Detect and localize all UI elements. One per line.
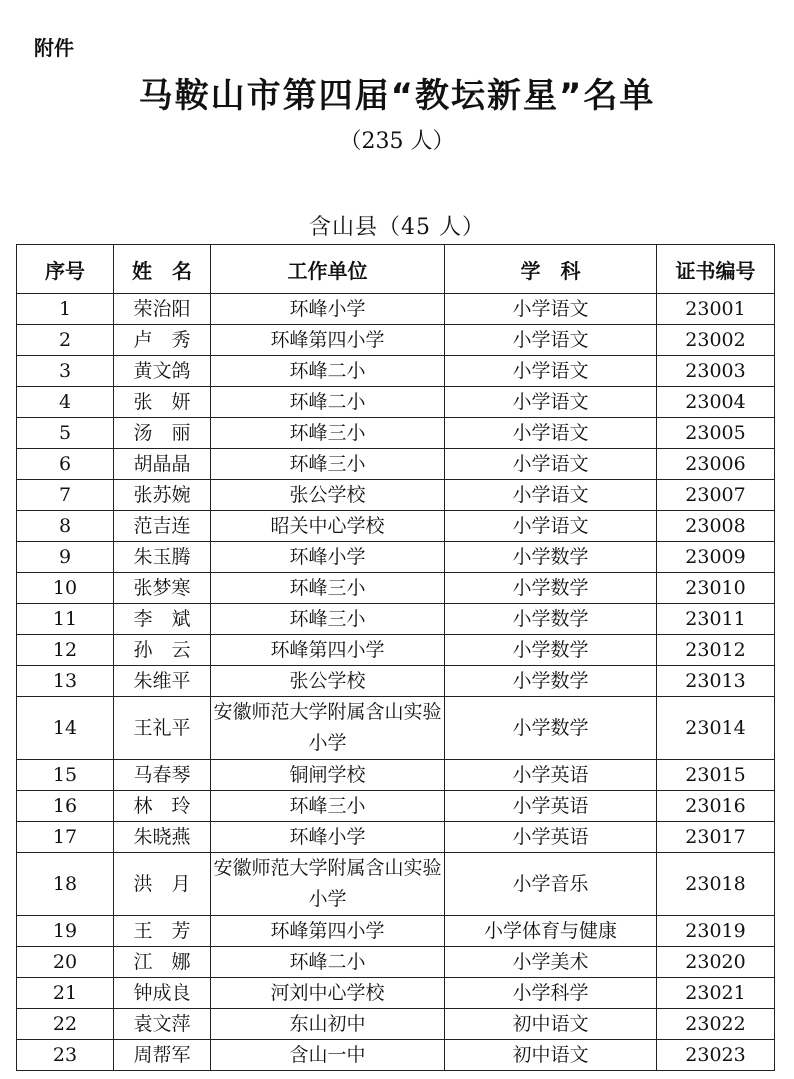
table-row [17, 947, 775, 978]
cell-cert: 23006 [657, 449, 775, 480]
cell-name: 荣治阳 [114, 294, 211, 325]
cell-subject: 初中语文 [445, 1040, 657, 1071]
cell-no: 6 [17, 449, 114, 480]
cell-subject: 小学语文 [445, 356, 657, 387]
cell-no: 23 [17, 1040, 114, 1071]
cell-unit: 昭关中心学校 [211, 511, 445, 542]
page-title: 马鞍山市第四届“教坛新星”名单 [138, 76, 656, 116]
cell-cert: 23009 [657, 542, 775, 573]
cell-subject: 小学英语 [445, 791, 657, 822]
cell-unit: 环峰三小 [211, 604, 445, 635]
cell-unit: 铜闸学校 [211, 760, 445, 791]
cell-cert: 23020 [657, 947, 775, 978]
attachment-label: 附件 [34, 36, 74, 60]
cell-subject: 小学语文 [445, 449, 657, 480]
cell-name: 朱维平 [114, 666, 211, 697]
cell-unit: 环峰小学 [211, 542, 445, 573]
table-row [17, 325, 775, 356]
cell-subject: 小学数学 [445, 697, 657, 760]
table-row [17, 822, 775, 853]
cell-cert: 23022 [657, 1009, 775, 1040]
table-row [17, 978, 775, 1009]
cell-cert: 23014 [657, 697, 775, 760]
cell-unit: 环峰三小 [211, 418, 445, 449]
cell-cert: 23010 [657, 573, 775, 604]
cell-subject: 小学语文 [445, 480, 657, 511]
table-row [17, 387, 775, 418]
table-row [17, 666, 775, 697]
section-title: 含山县（45 人） [309, 215, 485, 240]
table-row [17, 604, 775, 635]
cell-no: 15 [17, 760, 114, 791]
cell-subject: 小学数学 [445, 573, 657, 604]
cell-subject: 小学科学 [445, 978, 657, 1009]
table-row [17, 573, 775, 604]
cell-cert: 23017 [657, 822, 775, 853]
header-row [17, 245, 775, 294]
table-row [17, 356, 775, 387]
cell-no: 7 [17, 480, 114, 511]
header-cert: 证书编号 [657, 245, 775, 294]
cell-cert: 23018 [657, 853, 775, 916]
cell-unit: 环峰三小 [211, 449, 445, 480]
table-row [17, 853, 775, 916]
cell-subject: 小学语文 [445, 511, 657, 542]
cell-cert: 23019 [657, 916, 775, 947]
table-row [17, 1040, 775, 1071]
table-row [17, 511, 775, 542]
cell-cert: 23013 [657, 666, 775, 697]
cell-cert: 23023 [657, 1040, 775, 1071]
table-row [17, 480, 775, 511]
cell-subject: 小学音乐 [445, 853, 657, 916]
cell-subject: 初中语文 [445, 1009, 657, 1040]
cell-no: 3 [17, 356, 114, 387]
cell-name: 马春琴 [114, 760, 211, 791]
cell-no: 22 [17, 1009, 114, 1040]
cell-unit: 环峰小学 [211, 822, 445, 853]
cell-name: 张苏婉 [114, 480, 211, 511]
cell-no: 16 [17, 791, 114, 822]
cell-no: 19 [17, 916, 114, 947]
cell-unit: 环峰二小 [211, 356, 445, 387]
cell-subject: 小学英语 [445, 822, 657, 853]
cell-cert: 23011 [657, 604, 775, 635]
cell-no: 9 [17, 542, 114, 573]
cell-unit: 环峰二小 [211, 387, 445, 418]
cell-name: 汤 丽 [114, 418, 211, 449]
cell-no: 5 [17, 418, 114, 449]
cell-no: 14 [17, 697, 114, 760]
table-row [17, 449, 775, 480]
cell-unit: 东山初中 [211, 1009, 445, 1040]
cell-name: 黄文鸽 [114, 356, 211, 387]
cell-subject: 小学数学 [445, 604, 657, 635]
cell-cert: 23012 [657, 635, 775, 666]
cell-name: 周帮军 [114, 1040, 211, 1071]
cell-name: 朱玉腾 [114, 542, 211, 573]
cell-subject: 小学语文 [445, 325, 657, 356]
cell-no: 1 [17, 294, 114, 325]
cell-unit: 含山一中 [211, 1040, 445, 1071]
cell-no: 10 [17, 573, 114, 604]
cell-no: 2 [17, 325, 114, 356]
cell-no: 20 [17, 947, 114, 978]
cell-no: 21 [17, 978, 114, 1009]
table-row [17, 1009, 775, 1040]
cell-no: 13 [17, 666, 114, 697]
table-row [17, 542, 775, 573]
total-count: （235 人） [339, 129, 455, 154]
table-row [17, 697, 775, 760]
cell-name: 朱晓燕 [114, 822, 211, 853]
cell-unit: 环峰第四小学 [211, 325, 445, 356]
cell-cert: 23007 [657, 480, 775, 511]
table-row [17, 916, 775, 947]
cell-name: 钟成良 [114, 978, 211, 1009]
cell-unit: 环峰二小 [211, 947, 445, 978]
table-row [17, 791, 775, 822]
cell-subject: 小学语文 [445, 294, 657, 325]
cell-cert: 23008 [657, 511, 775, 542]
cell-unit: 安徽师范大学附属含山实验小学 [211, 697, 445, 760]
cell-cert: 23003 [657, 356, 775, 387]
cell-unit: 张公学校 [211, 480, 445, 511]
table-row [17, 294, 775, 325]
cell-cert: 23001 [657, 294, 775, 325]
cell-cert: 23004 [657, 387, 775, 418]
cell-name: 王 芳 [114, 916, 211, 947]
table-row [17, 760, 775, 791]
cell-name: 林 玲 [114, 791, 211, 822]
cell-cert: 23016 [657, 791, 775, 822]
cell-no: 11 [17, 604, 114, 635]
cell-unit: 环峰三小 [211, 791, 445, 822]
header-subject: 学 科 [445, 245, 657, 294]
cell-unit: 环峰小学 [211, 294, 445, 325]
cell-name: 胡晶晶 [114, 449, 211, 480]
cell-subject: 小学语文 [445, 418, 657, 449]
cell-no: 17 [17, 822, 114, 853]
cell-name: 洪 月 [114, 853, 211, 916]
cell-name: 范吉连 [114, 511, 211, 542]
roster-table [16, 244, 775, 1071]
cell-name: 卢 秀 [114, 325, 211, 356]
cell-name: 袁文萍 [114, 1009, 211, 1040]
cell-name: 李 斌 [114, 604, 211, 635]
cell-subject: 小学美术 [445, 947, 657, 978]
header-name: 姓 名 [114, 245, 211, 294]
cell-subject: 小学数学 [445, 666, 657, 697]
cell-unit: 环峰第四小学 [211, 635, 445, 666]
cell-name: 王礼平 [114, 697, 211, 760]
cell-name: 张梦寒 [114, 573, 211, 604]
cell-unit: 环峰第四小学 [211, 916, 445, 947]
header-no: 序号 [17, 245, 114, 294]
cell-unit: 河刘中心学校 [211, 978, 445, 1009]
cell-subject: 小学英语 [445, 760, 657, 791]
cell-unit: 环峰三小 [211, 573, 445, 604]
cell-subject: 小学体育与健康 [445, 916, 657, 947]
cell-unit: 张公学校 [211, 666, 445, 697]
cell-cert: 23002 [657, 325, 775, 356]
cell-no: 18 [17, 853, 114, 916]
cell-no: 12 [17, 635, 114, 666]
cell-unit: 安徽师范大学附属含山实验小学 [211, 853, 445, 916]
cell-name: 张 妍 [114, 387, 211, 418]
table-row [17, 635, 775, 666]
cell-subject: 小学数学 [445, 635, 657, 666]
cell-name: 孙 云 [114, 635, 211, 666]
cell-subject: 小学数学 [445, 542, 657, 573]
cell-cert: 23005 [657, 418, 775, 449]
cell-cert: 23015 [657, 760, 775, 791]
cell-name: 江 娜 [114, 947, 211, 978]
cell-subject: 小学语文 [445, 387, 657, 418]
cell-cert: 23021 [657, 978, 775, 1009]
table-row [17, 418, 775, 449]
cell-no: 4 [17, 387, 114, 418]
header-unit: 工作单位 [211, 245, 445, 294]
cell-no: 8 [17, 511, 114, 542]
